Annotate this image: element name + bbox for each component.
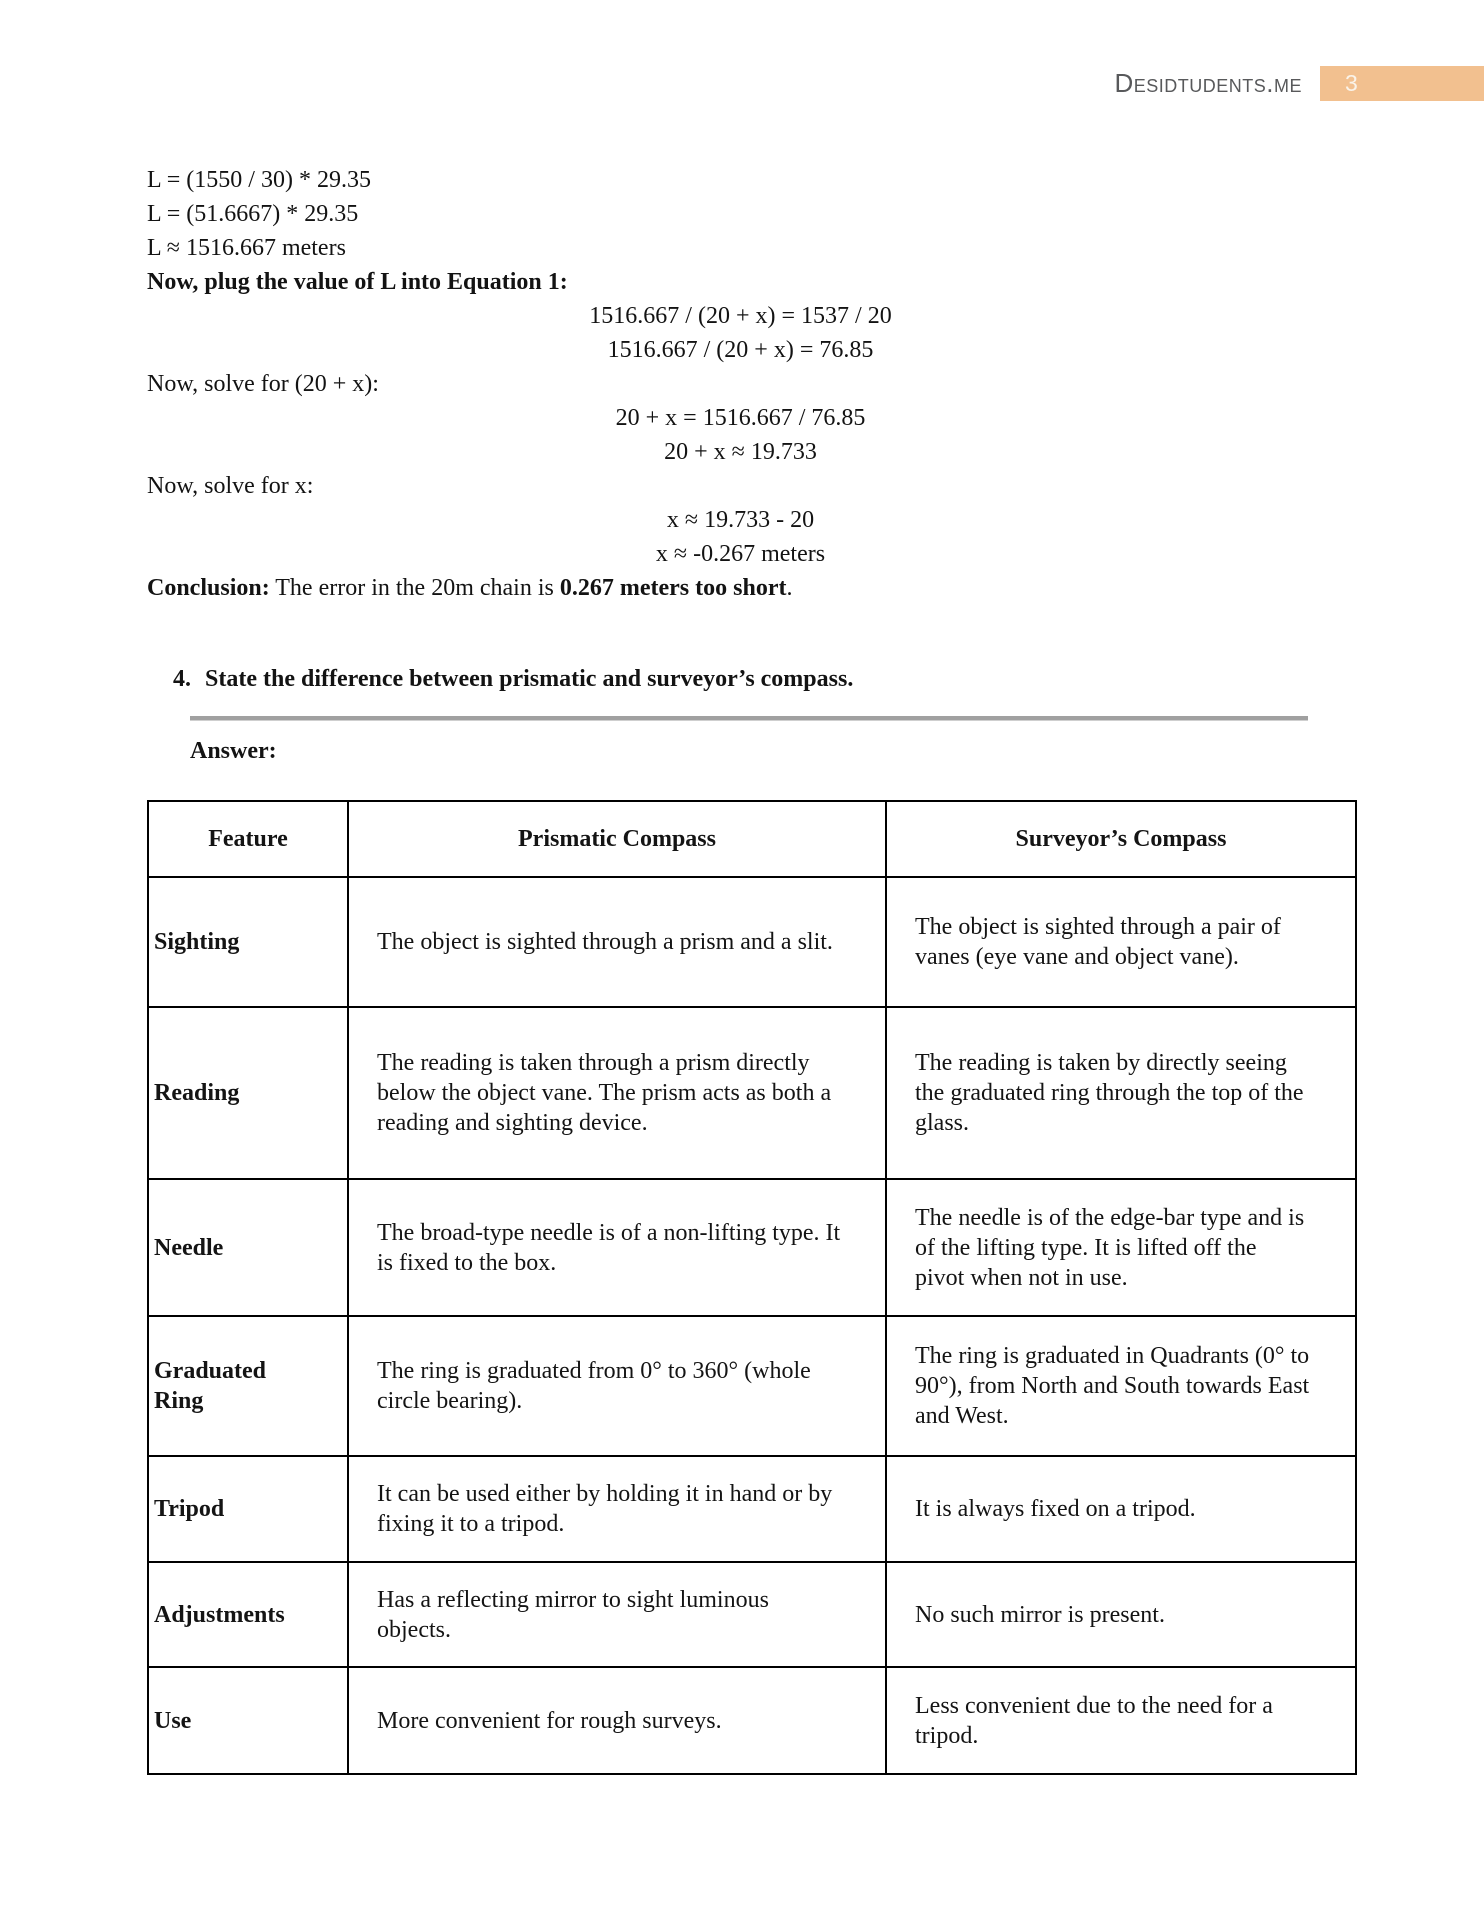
table-header-row (148, 801, 1356, 877)
surveyor-cell: The object is sighted through a pair of vanes (eye vane and object vane). (886, 877, 1356, 1007)
equation-line: 1516.667 / (20 + x) = 76.85 (607, 337, 874, 363)
feature-cell: Adjustments (148, 1562, 348, 1667)
math-line: L = (51.6667) * 29.35 (147, 201, 359, 227)
math-line: Now, solve for x: (147, 473, 314, 499)
feature-cell: Reading (148, 1007, 348, 1179)
feature-cell: Sighting (148, 877, 348, 1007)
feature-cell: Use (148, 1667, 348, 1774)
conclusion-label: Conclusion: (147, 575, 270, 601)
page-number: 3 (1345, 70, 1358, 96)
equation-line: 1516.667 / (20 + x) = 1537 / 20 (589, 303, 892, 329)
surveyor-cell: It is always fixed on a tripod. (886, 1456, 1356, 1562)
conclusion-emphasis: 0.267 meters too short (559, 575, 787, 601)
equation-line: 20 + x ≈ 19.733 (664, 439, 817, 465)
table-header-prismatic: Prismatic Compass (348, 801, 886, 877)
surveyor-cell: Less convenient due to the need for a tripod. (886, 1667, 1356, 1774)
surveyor-cell: No such mirror is present. (886, 1562, 1356, 1667)
table-header-surveyor: Surveyor’s Compass (886, 801, 1356, 877)
prismatic-cell: The reading is taken through a prism directly below the object vane. The prism acts as both a reading and sighting device. (348, 1007, 886, 1179)
math-line: L = (1550 / 30) * 29.35 (147, 167, 371, 193)
page-header (1114, 66, 1484, 101)
math-line: L ≈ 1516.667 meters (147, 235, 346, 261)
answer-label: Answer: (190, 738, 277, 764)
question-number: 4. (173, 666, 191, 692)
surveyor-cell: The reading is taken by directly seeing the graduated ring through the top of the glass. (886, 1007, 1356, 1179)
conclusion-period: . (786, 575, 793, 601)
table-row-graduated-ring (148, 1316, 1356, 1456)
comparison-table (147, 800, 1357, 1775)
surveyor-cell: The needle is of the edge-bar type and is of the lifting type. It is lifted off the pivot when not in use. (886, 1179, 1356, 1316)
feature-cell: Graduated Ring (148, 1316, 348, 1456)
question-heading (173, 663, 853, 695)
table-row-use (148, 1667, 1356, 1774)
prismatic-cell: The broad-type needle is of a non-lifting type. It is fixed to the box. (348, 1179, 886, 1316)
conclusion-body: The error in the 20m chain is (269, 575, 560, 601)
table-row-sighting (148, 877, 1356, 1007)
table-row-needle (148, 1179, 1356, 1316)
math-step-heading: Now, plug the value of L into Equation 1: (147, 269, 568, 295)
equation-line: 20 + x = 1516.667 / 76.85 (615, 405, 866, 431)
prismatic-cell: More convenient for rough surveys. (348, 1667, 886, 1774)
surveyor-cell: The ring is graduated in Quadrants (0° to 90°), from North and South towards East and West. (886, 1316, 1356, 1456)
prismatic-cell: It can be used either by holding it in hand or by fixing it to a tripod. (348, 1456, 886, 1562)
prismatic-cell: Has a reflecting mirror to sight luminous objects. (348, 1562, 886, 1667)
math-line: Now, solve for (20 + x): (147, 371, 379, 397)
question-text: State the difference between prismatic and surveyor’s compass. (205, 666, 854, 692)
table-row-adjustments (148, 1562, 1356, 1667)
solution-block (147, 163, 1334, 605)
prismatic-cell: The object is sighted through a prism and a slit. (348, 877, 886, 1007)
table-row-reading (148, 1007, 1356, 1179)
table-row-tripod (148, 1456, 1356, 1562)
prismatic-cell: The ring is graduated from 0° to 360° (whole circle bearing). (348, 1316, 886, 1456)
divider-rule (190, 716, 1308, 721)
conclusion-line (147, 571, 1334, 605)
equation-line: x ≈ -0.267 meters (655, 541, 826, 567)
page-number-badge (1320, 66, 1484, 101)
feature-cell: Needle (148, 1179, 348, 1316)
feature-cell: Tripod (148, 1456, 348, 1562)
comparison-table-wrap (147, 800, 1357, 1775)
table-header-feature: Feature (148, 801, 348, 877)
equation-line: x ≈ 19.733 - 20 (666, 507, 815, 533)
site-watermark: Desidtudents.me (1114, 68, 1302, 98)
